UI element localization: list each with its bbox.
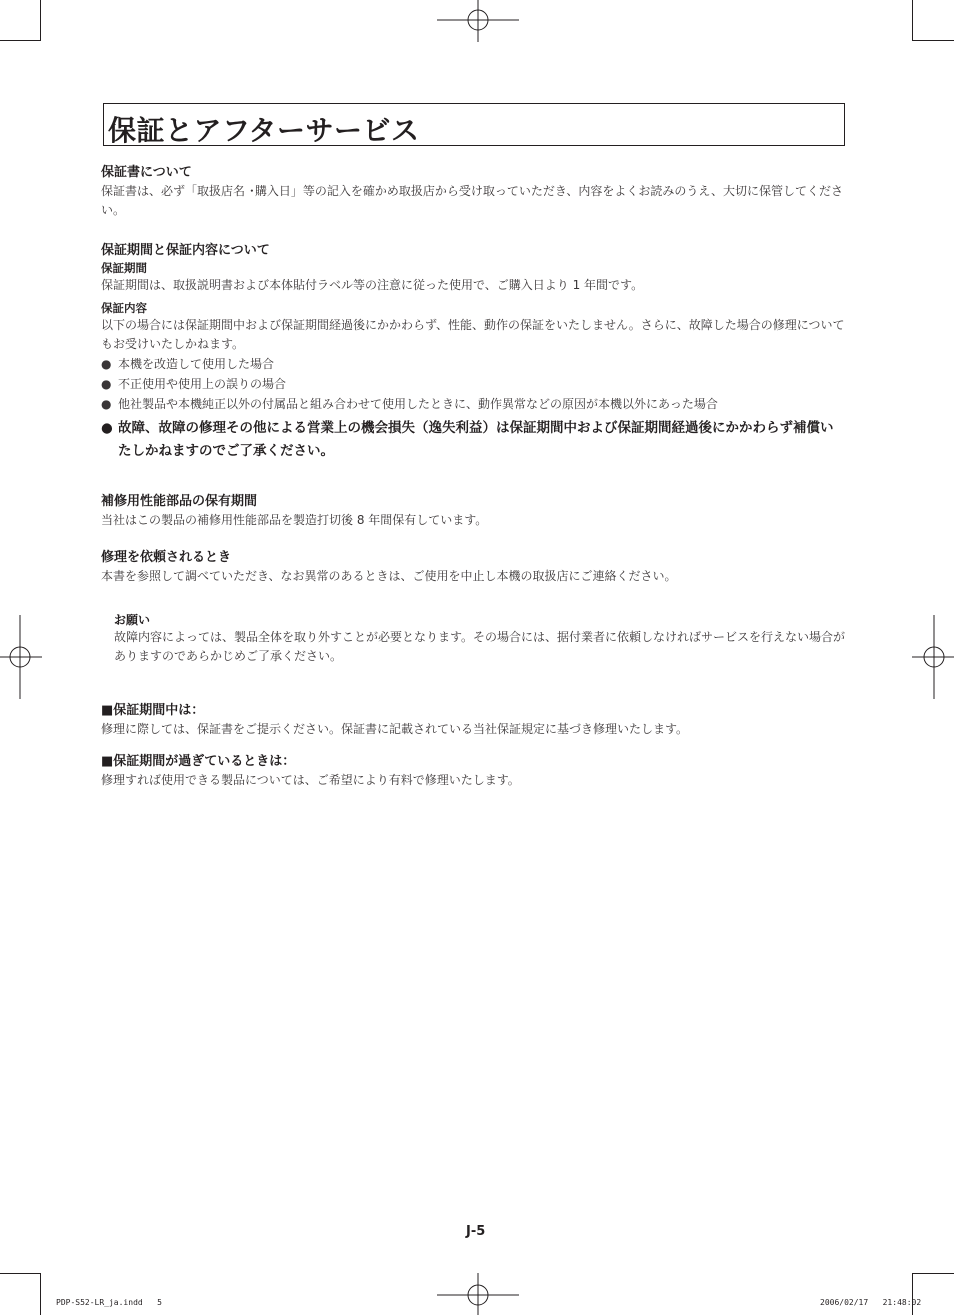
bullet-icon: ● [101,357,112,371]
section-warranty-period-content [101,242,846,463]
warranty-content-body: 以下の場合には保証期間中および保証期間経過後にかかわらず、性能、動作の保証をいたしません。さらに、故障した場合の修理についてもお受けいたしかねます。 [101,318,845,351]
registration-mark-bottom-icon [437,1273,519,1315]
title-box [103,103,845,146]
bullet-icon: ● [101,377,112,391]
in-warranty-body: 修理に際しては、保証書をご提示ください。保証書に記載されている当社保証規定に基づき修理いたします。 [101,722,689,736]
warranty-period-heading: 保証期間 [101,261,147,275]
crop-mark-top-right-v [912,0,913,41]
crop-mark-bottom-left-h [0,1273,41,1274]
notice-text: 故障、故障の修理その他による営業上の機会損失（逸失利益）は保証期間中および保証期間経過後にかかわらず補償いたしかねますのでご了承ください。 [118,420,834,459]
warranty-period-content-heading: 保証期間と保証内容について [101,243,270,258]
after-warranty-body: 修理すれば使用できる製品については、ご希望により有料で修理いたします。 [101,773,520,787]
crop-mark-bottom-right-h [912,1273,954,1274]
repair-request-heading: 修理を依頼されるとき [101,550,232,565]
section-after-warranty [101,753,846,790]
section-in-warranty [101,702,846,739]
exclusion-list [101,354,846,414]
parts-retention-heading: 補修用性能部品の保有期間 [101,494,258,509]
slug-filename: PDP-S52-LR_ja.indd 5 [56,1298,162,1307]
crop-mark-top-right-h [912,40,954,41]
crop-mark-top-left-v [40,0,41,41]
section-request-note [114,612,846,666]
section-warranty-card [101,164,846,220]
main-content [101,164,846,812]
list-item-text: 本機を改造して使用した場合 [118,357,275,371]
registration-mark-right-icon [912,615,954,699]
crop-mark-bottom-left-v [40,1273,41,1315]
slug-timestamp: 2006/02/17 21:48:02 [820,1298,922,1307]
list-item [101,374,846,394]
list-item [101,394,846,414]
section-repair-request [101,549,846,586]
list-item-text: 不正使用や使用上の誤りの場合 [118,377,287,391]
in-warranty-heading: ■保証期間中は： [101,703,205,718]
crop-mark-top-left-h [0,40,41,41]
warranty-period-body: 保証期間は、取扱説明書および本体貼付ラベル等の注意に従った使用で、ご購入日より 1 年間です。 [101,278,644,292]
parts-retention-body: 当社はこの製品の補修用性能部品を製造打切後 8 年間保有しています。 [101,513,488,527]
list-item [101,354,846,374]
request-note-body: 故障内容によっては、製品全体を取り外すことが必要となります。その場合には、据付業者に依頼しなければサービスを行えない場合がありますのであらかじめご了承ください。 [114,630,846,663]
repair-request-body: 本書を参照して調べていただき、なお異常のあるときは、ご使用を中止し本機の取扱店にご連絡ください。 [101,569,677,583]
crop-mark-bottom-right-v [912,1273,913,1315]
page-title: 保証とアフターサービス [108,114,420,147]
section-parts-retention [101,493,846,530]
page-number: J-5 [466,1224,486,1239]
registration-mark-left-icon [0,615,42,699]
list-item-text: 他社製品や本機純正以外の付属品と組み合わせて使用したときに、動作異常などの原因が本機以外にあった場合 [118,397,718,411]
bullet-icon: ● [101,397,112,411]
bullet-icon: ● [101,420,113,436]
registration-mark-top-icon [437,0,519,42]
warranty-card-body: 保証書は、必ず「取扱店名 ･購入日」等の記入を確かめ取扱店から受け取っていただき、内容をよくお読みのうえ、大切に保管してください。 [101,184,844,217]
after-warranty-heading: ■保証期間が過ぎているときは： [101,754,296,769]
request-note-heading: お願い [114,613,151,627]
warranty-card-heading: 保証書について [101,165,192,180]
warranty-content-heading: 保証内容 [101,301,147,315]
loss-disclaimer-notice [101,417,846,463]
